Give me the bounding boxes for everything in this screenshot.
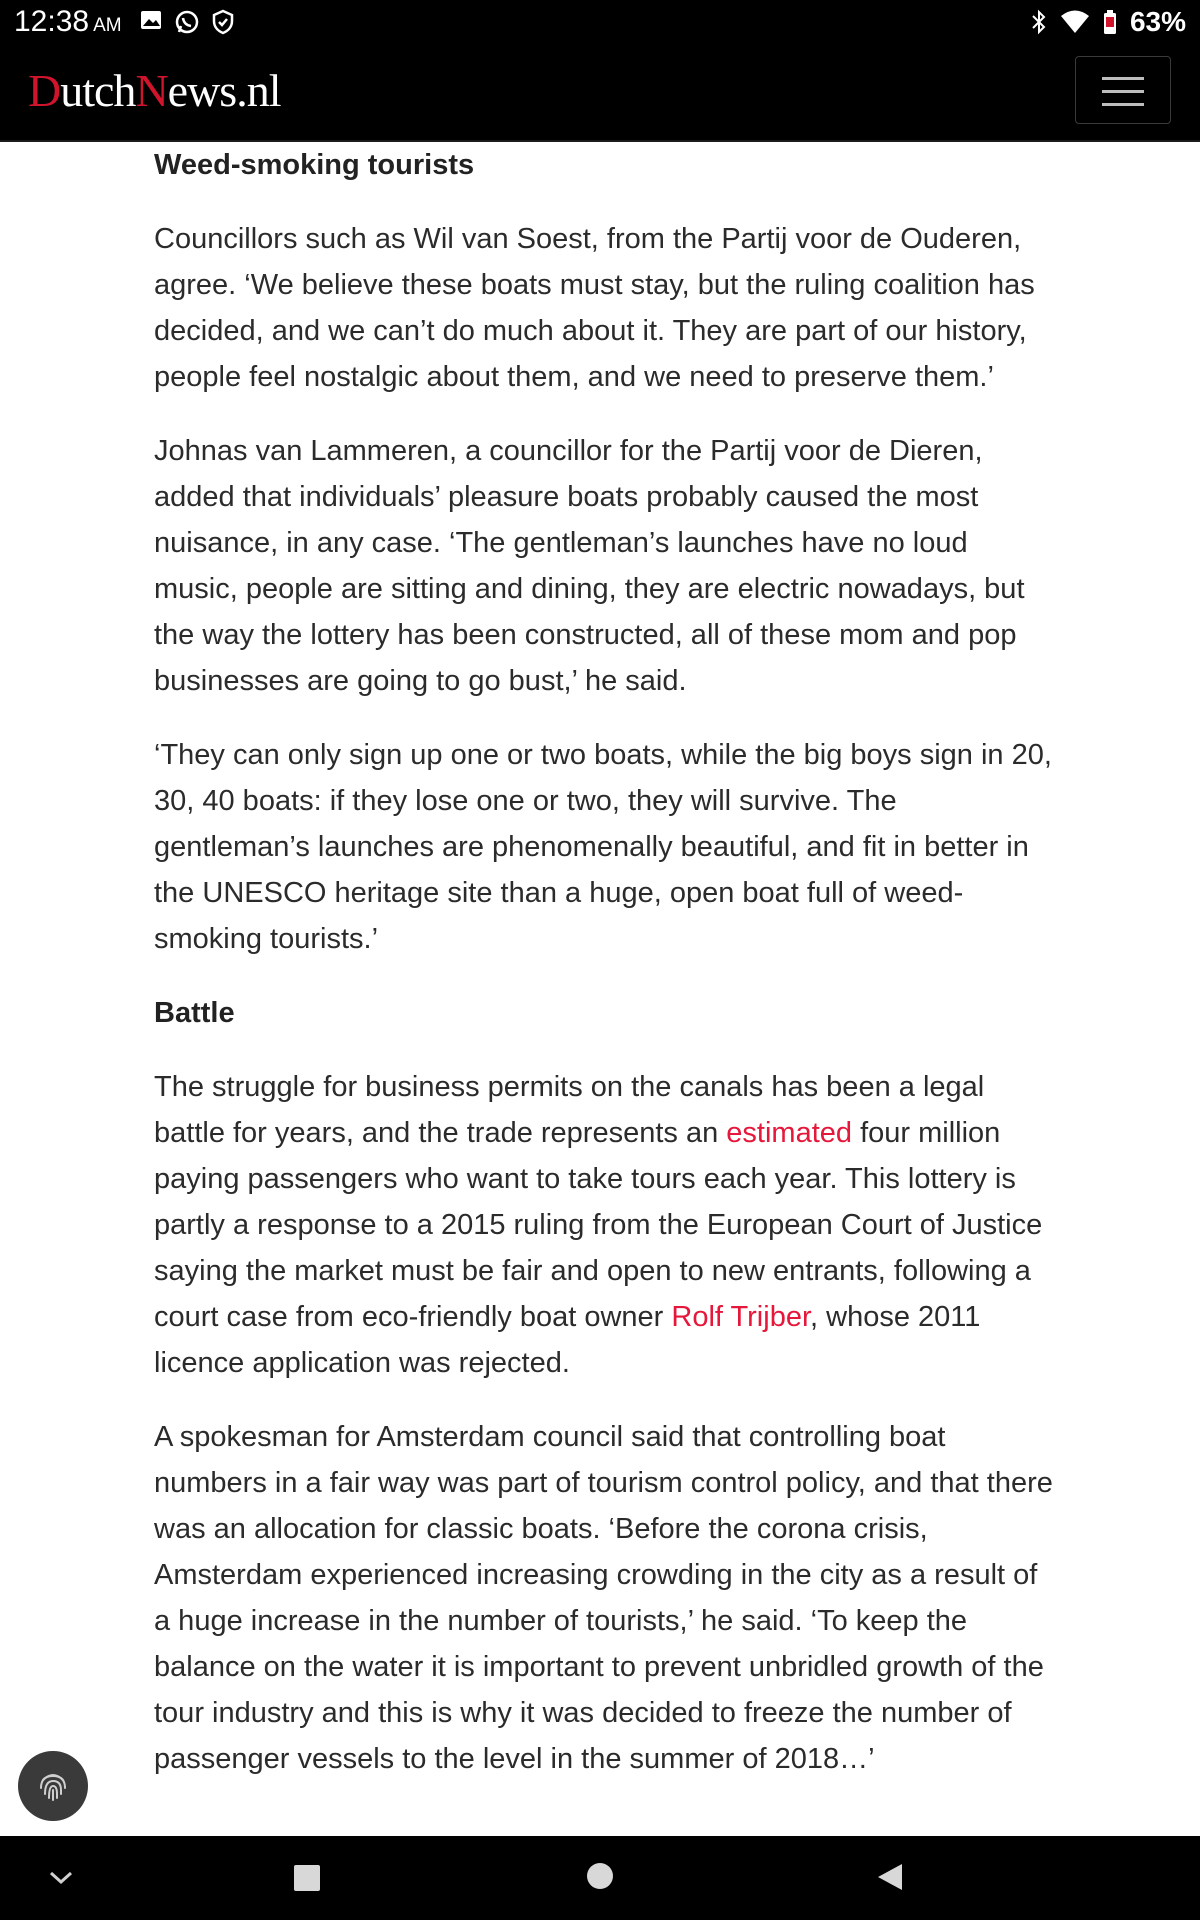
logo-initial-n: N bbox=[135, 65, 168, 116]
paragraph-text: four million paying passengers who want to take tours each year. This lottery is partly a response to a 2015 ruling from the European Court of Justice saying the market must be fair and open to new entrants, following a court case from eco-friendly boat owner bbox=[154, 1117, 1043, 1333]
square-icon bbox=[293, 1864, 321, 1892]
article-paragraph: Johnas van Lammeren, a councillor for the Partij voor de Dieren, added that individuals’ pleasure boats probably caused the most nuisance, in any case. ‘The gentleman’s launches have no loud music, people are sitting and dining, they are electric nowadays, but the way the lottery has been constructed, all of these mom and pop businesses are going to go bust,’ he said. bbox=[154, 435, 1025, 697]
logo-initial-d: D bbox=[28, 65, 61, 116]
article-paragraph: A spokesman for Amsterdam council said that controlling boat numbers in a fair way was part of tourism control policy, and that there was an allocation for classic boats. ‘Before the corona crisis, Amsterdam experienced increasing crowding in the city as a result of a huge increase in the number of tourists,’ he said. ‘To keep the balance on the water it is important to prevent unbridled growth of the tour industry and this is why it was decided to freeze the number of passenger vessels to the level in the summer of 2018…’ bbox=[154, 1421, 1053, 1775]
image-notification-icon bbox=[140, 9, 162, 31]
logo-text-utch: utch bbox=[60, 65, 136, 116]
fingerprint-button[interactable] bbox=[18, 1751, 88, 1821]
battery-percentage: 63% bbox=[1129, 6, 1186, 37]
chevron-down-icon bbox=[46, 1866, 76, 1890]
nav-collapse-button[interactable] bbox=[46, 1866, 76, 1895]
rolf-trijber-link[interactable]: Rolf Trijber bbox=[671, 1301, 811, 1333]
nav-recents-button[interactable] bbox=[293, 1864, 321, 1897]
status-time: 12:38 bbox=[14, 5, 90, 38]
circle-icon bbox=[586, 1862, 614, 1890]
bluetooth-icon bbox=[1030, 9, 1048, 35]
estimated-link[interactable]: estimated bbox=[726, 1117, 853, 1149]
paragraph-text: , whose 2011 licence application was rejected. bbox=[154, 1301, 981, 1379]
nav-home-button[interactable] bbox=[586, 1862, 614, 1895]
article-paragraph bbox=[154, 1064, 1054, 1386]
logo-text-ews: ews.nl bbox=[167, 65, 281, 116]
site-logo[interactable] bbox=[28, 64, 281, 118]
article-paragraph: ‘They can only sign up one or two boats, while the big boys sign in 20, 30, 40 boats: if they lose one or two, they will survive. The gentleman’s launches are phenomenally beautiful, and fit in better in the UNESCO heritage site than a huge, open boat full of weed-smoking tourists.’ bbox=[154, 739, 1052, 955]
article-body bbox=[154, 140, 1054, 1782]
nav-back-button[interactable] bbox=[876, 1862, 904, 1897]
status-bar bbox=[0, 0, 1200, 44]
section-heading: Battle bbox=[154, 997, 235, 1029]
section-heading: Weed-smoking tourists bbox=[154, 149, 475, 181]
whatsapp-icon bbox=[174, 9, 200, 35]
paragraph-text: The struggle for business permits on the canals has been a legal battle for years, and the trade represents an bbox=[154, 1071, 985, 1149]
wifi-icon bbox=[1060, 9, 1090, 35]
system-navigation-bar bbox=[0, 1836, 1200, 1920]
triangle-back-icon bbox=[876, 1862, 904, 1892]
article-paragraph: Councillors such as Wil van Soest, from the Partij voor de Ouderen, agree. ‘We believe these boats must stay, but the ruling coalition has decided, and we can’t do much about it. They are part of our history, people feel nostalgic about them, and we need to preserve them.’ bbox=[154, 223, 1035, 393]
shield-check-icon bbox=[212, 9, 234, 35]
notification-icons bbox=[140, 9, 234, 35]
status-ampm: AM bbox=[93, 15, 122, 36]
system-icons bbox=[1030, 4, 1186, 40]
site-header bbox=[0, 44, 1200, 142]
fingerprint-icon bbox=[35, 1768, 71, 1804]
status-clock bbox=[14, 4, 122, 44]
menu-button[interactable] bbox=[1075, 56, 1171, 124]
battery-icon bbox=[1102, 9, 1118, 35]
